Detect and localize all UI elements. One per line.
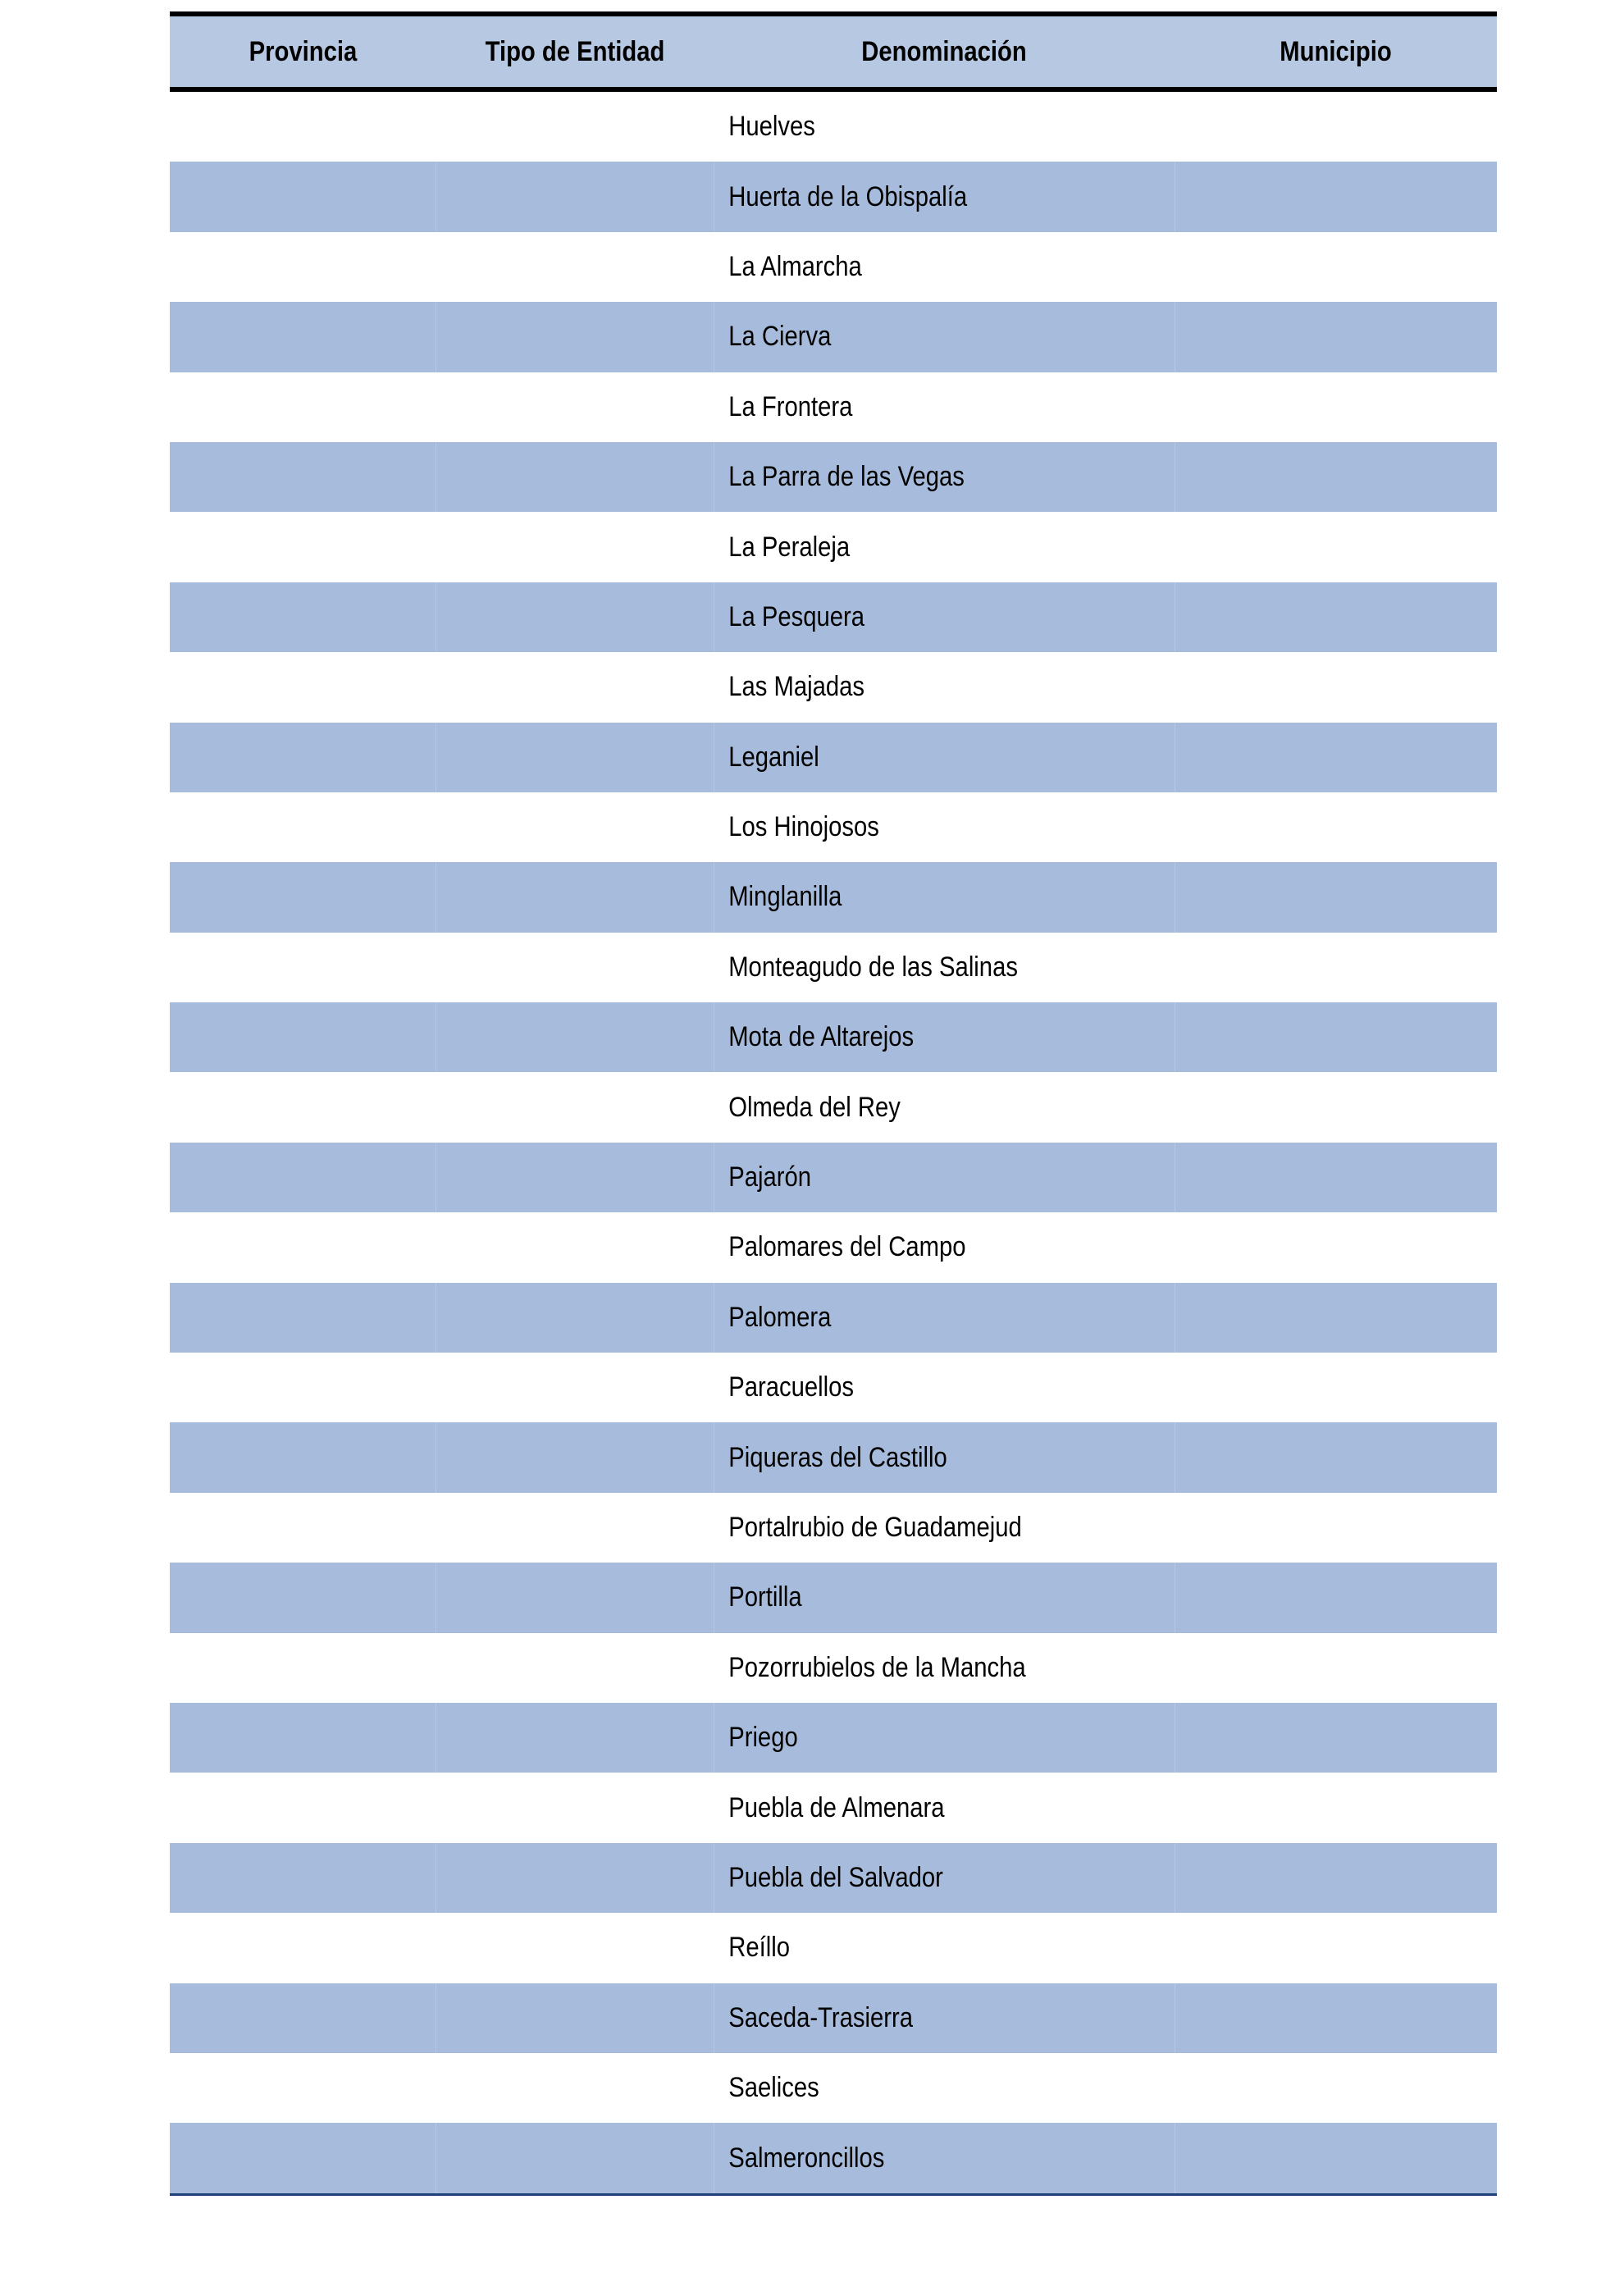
table-row [170, 1283, 1497, 1353]
denominacion-text: Las Majadas [728, 671, 864, 703]
cell-provincia [170, 2123, 436, 2193]
cell-denominacion [714, 933, 1175, 1002]
table-row [170, 862, 1497, 932]
table-row [170, 512, 1497, 582]
cell-provincia [170, 1212, 436, 1282]
cell-tipo-entidad [436, 1212, 714, 1282]
cell-tipo-entidad [436, 2053, 714, 2123]
cell-municipio [1175, 652, 1497, 722]
cell-tipo-entidad [436, 512, 714, 582]
cell-tipo-entidad [436, 302, 714, 372]
table-row [170, 2123, 1497, 2193]
table-row [170, 1563, 1497, 1632]
table-bottom-rule [170, 2193, 1497, 2196]
table-header-row [170, 16, 1497, 92]
table-row [170, 1143, 1497, 1212]
cell-tipo-entidad [436, 232, 714, 302]
denominacion-text: Paracuellos [728, 1371, 854, 1403]
table-row [170, 1633, 1497, 1703]
denominacion-text: Palomera [728, 1301, 832, 1333]
cell-municipio [1175, 723, 1497, 792]
table-row [170, 1422, 1497, 1492]
cell-tipo-entidad [436, 1563, 714, 1632]
denominacion-text: La Parra de las Vegas [728, 461, 965, 493]
cell-municipio [1175, 1633, 1497, 1703]
denominacion-text: Saelices [728, 2072, 819, 2104]
cell-denominacion [714, 1773, 1175, 1842]
cell-denominacion [714, 1493, 1175, 1563]
table-row [170, 792, 1497, 862]
table-row [170, 162, 1497, 231]
cell-tipo-entidad [436, 792, 714, 862]
denominacion-text: La Pesquera [728, 600, 864, 632]
denominacion-text: Puebla del Salvador [728, 1861, 943, 1893]
cell-provincia [170, 933, 436, 1002]
cell-municipio [1175, 1913, 1497, 1983]
denominacion-text: Pozorrubielos de la Mancha [728, 1651, 1026, 1683]
cell-municipio [1175, 1703, 1497, 1773]
cell-tipo-entidad [436, 1913, 714, 1983]
cell-municipio [1175, 1353, 1497, 1422]
header-denominacion: Denominación [861, 35, 1027, 67]
table-row [170, 652, 1497, 722]
cell-provincia [170, 862, 436, 932]
cell-denominacion [714, 1563, 1175, 1632]
table-row [170, 2053, 1497, 2123]
denominacion-text: Minglanilla [728, 881, 842, 913]
cell-denominacion [714, 1283, 1175, 1353]
cell-municipio [1175, 2123, 1497, 2193]
cell-municipio [1175, 582, 1497, 652]
denominacion-text: Portalrubio de Guadamejud [728, 1512, 1022, 1543]
table-row [170, 1843, 1497, 1913]
cell-denominacion [714, 1002, 1175, 1072]
cell-provincia [170, 1983, 436, 2053]
denominacion-text: La Frontera [728, 390, 853, 422]
cell-provincia [170, 1773, 436, 1842]
cell-municipio [1175, 1143, 1497, 1212]
cell-municipio [1175, 1422, 1497, 1492]
table-row [170, 1353, 1497, 1422]
entities-table [170, 11, 1497, 2196]
cell-provincia [170, 1703, 436, 1773]
cell-provincia [170, 2053, 436, 2123]
cell-denominacion [714, 1703, 1175, 1773]
cell-provincia [170, 1633, 436, 1703]
cell-provincia [170, 582, 436, 652]
cell-tipo-entidad [436, 1633, 714, 1703]
cell-municipio [1175, 1983, 1497, 2053]
cell-tipo-entidad [436, 933, 714, 1002]
cell-provincia [170, 1072, 436, 1142]
cell-denominacion [714, 1422, 1175, 1492]
table-row [170, 723, 1497, 792]
cell-denominacion [714, 302, 1175, 372]
denominacion-text: La Peraleja [728, 531, 850, 563]
cell-provincia [170, 512, 436, 582]
table-row [170, 1773, 1497, 1842]
denominacion-text: Piqueras del Castillo [728, 1441, 947, 1473]
denominacion-text: Los Hinojosos [728, 811, 879, 843]
cell-provincia [170, 1422, 436, 1492]
cell-denominacion [714, 1913, 1175, 1983]
cell-tipo-entidad [436, 1353, 714, 1422]
table-row [170, 92, 1497, 162]
cell-tipo-entidad [436, 1283, 714, 1353]
table-row [170, 1002, 1497, 1072]
cell-provincia [170, 1353, 436, 1422]
denominacion-text: Saceda-Trasierra [728, 2001, 913, 2033]
table-row [170, 1493, 1497, 1563]
cell-tipo-entidad [436, 1002, 714, 1072]
cell-provincia [170, 1493, 436, 1563]
cell-provincia [170, 1283, 436, 1353]
cell-denominacion [714, 1212, 1175, 1282]
table-row [170, 372, 1497, 442]
cell-provincia [170, 652, 436, 722]
cell-tipo-entidad [436, 1703, 714, 1773]
cell-denominacion [714, 442, 1175, 512]
denominacion-text: Monteagudo de las Salinas [728, 951, 1018, 983]
table-row [170, 1983, 1497, 2053]
cell-provincia [170, 162, 436, 231]
cell-provincia [170, 1913, 436, 1983]
cell-municipio [1175, 1493, 1497, 1563]
denominacion-text: Palomares del Campo [728, 1231, 966, 1263]
cell-denominacion [714, 2123, 1175, 2193]
header-tipo-entidad: Tipo de Entidad [485, 35, 665, 67]
cell-municipio [1175, 2053, 1497, 2123]
cell-provincia [170, 92, 436, 162]
denominacion-text: Mota de Altarejos [728, 1021, 914, 1053]
cell-municipio [1175, 372, 1497, 442]
cell-denominacion [714, 2053, 1175, 2123]
cell-provincia [170, 723, 436, 792]
table-row [170, 442, 1497, 512]
cell-provincia [170, 1002, 436, 1072]
cell-tipo-entidad [436, 862, 714, 932]
table-row [170, 1913, 1497, 1983]
table-body [170, 92, 1497, 2193]
cell-denominacion [714, 512, 1175, 582]
cell-provincia [170, 232, 436, 302]
cell-municipio [1175, 933, 1497, 1002]
denominacion-text: Pajarón [728, 1161, 811, 1193]
cell-denominacion [714, 92, 1175, 162]
cell-municipio [1175, 862, 1497, 932]
denominacion-text: Leganiel [728, 741, 819, 773]
table-row [170, 933, 1497, 1002]
cell-denominacion [714, 162, 1175, 231]
table-row [170, 302, 1497, 372]
denominacion-text: Puebla de Almenara [728, 1791, 945, 1823]
cell-denominacion [714, 723, 1175, 792]
cell-tipo-entidad [436, 1143, 714, 1212]
cell-tipo-entidad [436, 1983, 714, 2053]
cell-denominacion [714, 1983, 1175, 2053]
cell-provincia [170, 792, 436, 862]
denominacion-text: Priego [728, 1722, 798, 1754]
cell-tipo-entidad [436, 723, 714, 792]
cell-tipo-entidad [436, 1422, 714, 1492]
cell-tipo-entidad [436, 582, 714, 652]
cell-denominacion [714, 1353, 1175, 1422]
cell-municipio [1175, 1283, 1497, 1353]
cell-municipio [1175, 442, 1497, 512]
table-row [170, 1072, 1497, 1142]
denominacion-text: Portilla [728, 1581, 802, 1613]
cell-tipo-entidad [436, 1843, 714, 1913]
denominacion-text: La Almarcha [728, 250, 862, 282]
cell-denominacion [714, 1072, 1175, 1142]
cell-tipo-entidad [436, 1072, 714, 1142]
cell-denominacion [714, 372, 1175, 442]
table-row [170, 232, 1497, 302]
cell-municipio [1175, 1072, 1497, 1142]
cell-provincia [170, 372, 436, 442]
denominacion-text: Olmeda del Rey [728, 1091, 901, 1123]
cell-municipio [1175, 1563, 1497, 1632]
cell-tipo-entidad [436, 442, 714, 512]
cell-denominacion [714, 1633, 1175, 1703]
cell-municipio [1175, 792, 1497, 862]
cell-municipio [1175, 232, 1497, 302]
cell-denominacion [714, 232, 1175, 302]
header-provincia: Provincia [249, 35, 358, 67]
denominacion-text: Reíllo [728, 1932, 790, 1964]
table-row [170, 1212, 1497, 1282]
cell-denominacion [714, 862, 1175, 932]
cell-municipio [1175, 302, 1497, 372]
cell-municipio [1175, 1002, 1497, 1072]
cell-tipo-entidad [436, 1493, 714, 1563]
header-municipio: Municipio [1280, 35, 1392, 67]
cell-tipo-entidad [436, 2123, 714, 2193]
cell-denominacion [714, 792, 1175, 862]
cell-tipo-entidad [436, 652, 714, 722]
cell-municipio [1175, 162, 1497, 231]
cell-tipo-entidad [436, 92, 714, 162]
cell-denominacion [714, 582, 1175, 652]
cell-provincia [170, 1843, 436, 1913]
cell-municipio [1175, 1773, 1497, 1842]
table-row [170, 1703, 1497, 1773]
denominacion-text: La Cierva [728, 321, 832, 353]
cell-municipio [1175, 1843, 1497, 1913]
cell-denominacion [714, 1843, 1175, 1913]
cell-municipio [1175, 1212, 1497, 1282]
cell-tipo-entidad [436, 1773, 714, 1842]
cell-municipio [1175, 92, 1497, 162]
cell-tipo-entidad [436, 162, 714, 231]
cell-municipio [1175, 512, 1497, 582]
cell-provincia [170, 1143, 436, 1212]
cell-provincia [170, 1563, 436, 1632]
table-row [170, 582, 1497, 652]
cell-tipo-entidad [436, 372, 714, 442]
cell-denominacion [714, 652, 1175, 722]
cell-denominacion [714, 1143, 1175, 1212]
denominacion-text: Salmeroncillos [728, 2142, 885, 2174]
denominacion-text: Huerta de la Obispalía [728, 180, 967, 212]
cell-provincia [170, 442, 436, 512]
denominacion-text: Huelves [728, 111, 815, 143]
cell-provincia [170, 302, 436, 372]
